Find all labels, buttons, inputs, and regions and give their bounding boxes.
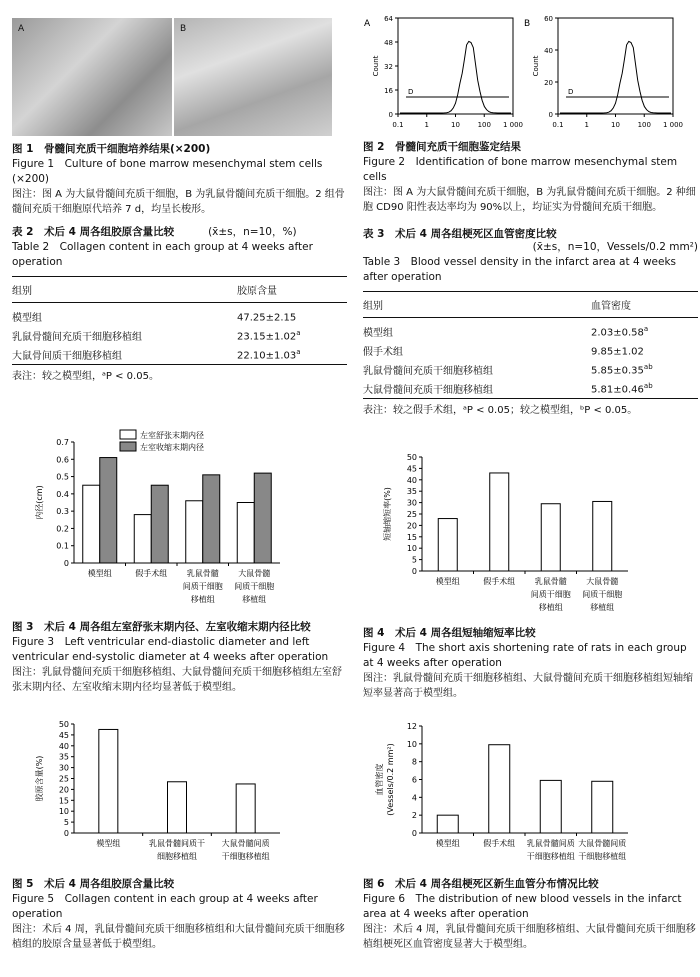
y-tick-label: 8	[411, 757, 417, 767]
gate-label: D	[568, 88, 574, 96]
figure-2-flow-histograms	[360, 10, 690, 138]
y-tick-label: 20	[58, 785, 69, 795]
x-tick-label: 大鼠骨髓	[586, 577, 619, 586]
table-header: 组别 血管密度	[363, 292, 698, 318]
legend-swatch	[120, 442, 136, 451]
x-tick-label: 1	[584, 121, 589, 129]
y-axis-label: 血管密度	[375, 763, 384, 796]
figure-6-title-cn: 图 6 术后 4 周各组梗死区新生血管分布情况比较	[363, 878, 599, 890]
y-tick-label: 0.5	[56, 472, 69, 482]
y-tick-label: 20	[544, 79, 553, 87]
y-tick-label: 0.4	[56, 489, 69, 499]
x-tick-label: 干细胞移植组	[221, 852, 270, 861]
figure-4-title-en: Figure 4 The short axis shortening rate of rats in each group at 4 weeks after operation	[363, 642, 687, 669]
figure-2-title-cn: 图 2 骨髓间充质干细胞鉴定结果	[363, 141, 521, 153]
table-2	[12, 225, 347, 384]
table-header: 组别 胶原含量	[12, 277, 347, 303]
x-tick-label: 干细胞移植组	[578, 852, 627, 861]
table-3-title-en: Table 3 Blood vessel density in the infarct area at 4 weeks after operation	[363, 256, 677, 283]
table-3-grid	[363, 291, 698, 399]
x-tick-label: 0.1	[392, 121, 404, 129]
x-tick-label: 大鼠骨髓间质	[221, 839, 270, 848]
table-3-stat: (x̄±s，n=10，Vessels/0.2 mm²)	[532, 241, 698, 253]
x-tick-label: 假手术组	[483, 839, 516, 848]
table-row: 模型组 47.25±2.15	[12, 312, 297, 324]
table-2-title-en: Table 2 Collagen content in each group at 4 weeks after operation	[12, 241, 313, 268]
y-tick-label: 2	[411, 811, 417, 821]
y-tick-label: 60	[544, 15, 553, 23]
bar	[592, 781, 613, 833]
bar	[254, 473, 271, 563]
x-tick-label: 移植组	[242, 595, 267, 604]
x-tick-label: 乳鼠骨髓间质干	[149, 839, 205, 848]
x-tick-label: 移植组	[190, 595, 215, 604]
y-tick-label: 0.6	[56, 455, 69, 465]
x-tick-label: 移植组	[590, 603, 615, 612]
figure-3-chart	[12, 428, 342, 618]
table-3	[363, 227, 698, 418]
y-tick-label: 40	[406, 475, 417, 485]
x-tick-label: 大鼠骨髓	[238, 569, 271, 578]
table-row: 乳鼠骨髓间充质干细胞移植组 5.85±0.35$^{ab}$	[363, 362, 653, 377]
x-tick-label: 间质干细胞	[182, 582, 223, 591]
x-tick-label: 100	[477, 121, 491, 129]
y-tick-label: 25	[58, 774, 69, 784]
figure-3-title-cn: 图 3 术后 4 周各组左室舒张末期内径、左室收缩末期内径比较	[12, 621, 311, 633]
x-tick-label: 模型组	[435, 577, 460, 586]
bar	[237, 503, 254, 564]
table-row: 乳鼠骨髓间充质干细胞移植组 23.15±1.02$^a$	[12, 328, 301, 343]
figure-5-title-cn: 图 5 术后 4 周各组胶原含量比较	[12, 878, 175, 890]
y-tick-label: 0.1	[56, 541, 69, 551]
x-tick-label: 100	[637, 121, 651, 129]
bar	[593, 501, 612, 571]
x-tick-label: 乳鼠骨髓	[534, 577, 567, 586]
bar	[168, 782, 187, 833]
y-tick-label: 64	[384, 15, 393, 23]
figure-1-title-en: Figure 1 Culture of bone marrow mesenchymal stem cells (×200)	[12, 158, 323, 185]
x-tick-label: 0.1	[552, 121, 564, 129]
panel-label: A	[364, 19, 371, 29]
figure-2-title-en: Figure 2 Identification of bone marrow mesenchymal stem cells	[363, 156, 678, 183]
y-axis-label: 胶原含量(%)	[35, 755, 44, 802]
y-tick-label: 0.7	[56, 438, 69, 447]
bar	[83, 485, 100, 563]
y-tick-label: 0	[411, 829, 417, 838]
y-tick-label: 32	[384, 63, 393, 71]
bar	[99, 729, 118, 833]
table-3-title-cn: 表 3 术后 4 周各组梗死区血管密度比较	[363, 228, 557, 240]
bar	[540, 780, 561, 833]
figure-4-chart	[360, 446, 690, 622]
x-tick-label: 10	[611, 121, 620, 129]
figure-6-title-en: Figure 6 The distribution of new blood vessels in the infarct area at 4 weeks after operation	[363, 893, 682, 920]
x-tick-label: 干细胞移植组	[526, 852, 575, 861]
y-tick-label: 0	[411, 567, 417, 576]
x-tick-label: 模型组	[96, 839, 121, 848]
y-tick-label: 0	[388, 111, 393, 119]
figure-6-note: 图注：术后 4 周，乳鼠骨髓间充质干细胞移植组、大鼠骨髓间充质干细胞移植组梗死区血管密度显著大于模型组。	[363, 924, 696, 950]
figure-6-chart	[360, 718, 690, 868]
y-tick-label: 20	[406, 521, 417, 531]
figure-2-note: 图注：图 A 为大鼠骨髓间充质干细胞，B 为乳鼠骨髓间充质干细胞。2 种细胞 CD90 阳性表达率均为 90%以上，均证实为骨髓间充质干细胞。	[363, 187, 696, 213]
table-row: 假手术组 9.85±1.02	[363, 346, 644, 358]
table-row: 模型组 2.03±0.58$^a$	[363, 324, 649, 339]
bar	[438, 519, 457, 571]
y-axis-label: 内径(cm)	[35, 485, 44, 520]
y-tick-label: 0.2	[56, 524, 69, 534]
y-tick-label: 35	[406, 487, 417, 497]
y-tick-label: 45	[406, 464, 417, 474]
figure-3-note: 图注：乳鼠骨髓间充质干细胞移植组、大鼠骨髓间充质干细胞移植组左室舒张末期内径、左室收缩末期内径均显著低于模型组。	[12, 667, 342, 693]
x-tick-label: 1	[424, 121, 429, 129]
plot-frame	[398, 18, 513, 114]
y-tick-label: 0	[63, 559, 69, 568]
table-2-note: 表注：较之模型组，ᵃP < 0.05。	[12, 371, 159, 382]
y-axis-label-unit: (Vessels/0.2 mm²)	[386, 743, 395, 816]
y-tick-label: 0	[63, 829, 69, 838]
table-row: 大鼠骨间质干细胞移植组 22.10±1.03$^a$	[12, 345, 347, 365]
table-row: 大鼠骨髓间充质干细胞移植组 5.81±0.46$^{ab}$	[363, 379, 698, 399]
y-tick-label: 4	[411, 793, 417, 803]
legend-label: 左室收缩末期内径	[140, 443, 204, 452]
y-tick-label: 30	[58, 763, 69, 773]
histogram-curve	[400, 41, 511, 113]
table-3-note: 表注：较之假手术组，ᵃP < 0.05；较之模型组，ᵇP < 0.05。	[363, 405, 638, 416]
bar	[186, 501, 203, 563]
y-tick-label: 40	[544, 47, 553, 55]
panel-label: A	[18, 24, 25, 34]
plot-frame	[558, 18, 673, 114]
x-tick-label: 间质干细胞	[234, 582, 275, 591]
histogram-curve	[560, 41, 671, 113]
y-axis-label: Count	[372, 55, 380, 77]
y-tick-label: 0.3	[56, 507, 69, 517]
y-tick-label: 10	[406, 739, 417, 749]
bar	[437, 815, 458, 833]
figure-3-title-en: Figure 3 Left ventricular end-diastolic diameter and left ventricular end-systolic diameter at 4 weeks after operation	[12, 636, 329, 663]
bar	[490, 473, 509, 571]
x-tick-label: 乳鼠骨髓间质	[526, 839, 575, 848]
x-tick-label: 间质干细胞	[582, 590, 623, 599]
legend-label: 左室舒张末期内径	[140, 431, 204, 440]
figure-4-title-cn: 图 4 术后 4 周各组短轴缩短率比较	[363, 627, 536, 639]
bar	[100, 458, 117, 563]
x-tick-label: 模型组	[87, 569, 112, 578]
figure-5-note: 图注：术后 4 周，乳鼠骨髓间充质干细胞移植组和大鼠骨髓间充质干细胞移植组的胶原含量显著低于模型组。	[12, 924, 345, 950]
y-tick-label: 0	[548, 111, 553, 119]
y-tick-label: 50	[58, 720, 69, 729]
y-tick-label: 5	[411, 555, 417, 565]
x-tick-label: 10	[451, 121, 460, 129]
bar	[151, 485, 168, 563]
x-tick-label: 细胞移植组	[157, 852, 197, 861]
bar	[541, 504, 560, 571]
y-tick-label: 15	[406, 532, 417, 542]
bar	[203, 475, 220, 563]
figure-1-note: 图注：图 A 为大鼠骨髓间充质干细胞，B 为乳鼠骨髓间充质干细胞。2 组骨髓间充质干细胞原代培养 7 d，均呈长梭形。	[12, 189, 345, 215]
y-tick-label: 25	[406, 510, 417, 519]
x-tick-label: 乳鼠骨髓	[186, 569, 219, 578]
micrograph-panel-b	[174, 18, 332, 136]
bar	[236, 784, 255, 833]
y-tick-label: 16	[384, 87, 393, 95]
panel-label: B	[524, 19, 531, 29]
y-tick-label: 40	[58, 741, 69, 751]
y-tick-label: 50	[406, 453, 417, 462]
legend-swatch	[120, 430, 136, 439]
y-tick-label: 12	[406, 722, 417, 731]
bar	[134, 515, 151, 563]
y-tick-label: 45	[58, 730, 69, 740]
y-axis-label: 短轴缩短率(%)	[383, 487, 392, 541]
figure-1	[12, 0, 347, 136]
x-tick-label: 1 000	[502, 121, 524, 129]
y-tick-label: 10	[58, 807, 69, 817]
figure-5-chart	[12, 716, 342, 866]
y-tick-label: 5	[63, 818, 69, 828]
y-tick-label: 30	[406, 498, 417, 508]
x-tick-label: 假手术组	[135, 569, 168, 578]
y-tick-label: 15	[58, 796, 69, 806]
y-tick-label: 10	[406, 544, 417, 554]
x-tick-label: 模型组	[435, 839, 460, 848]
y-axis-label: Count	[532, 55, 540, 77]
x-tick-label: 假手术组	[483, 577, 516, 586]
x-tick-label: 大鼠骨髓间质	[578, 839, 627, 848]
figure-4-note: 图注：乳鼠骨髓间充质干细胞移植组、大鼠骨髓间充质干细胞移植组短轴缩短率显著高于模型组。	[363, 673, 693, 699]
bar	[489, 745, 510, 833]
gate-label: D	[408, 88, 414, 96]
x-tick-label: 间质干细胞	[530, 590, 571, 599]
figure-5-title-en: Figure 5 Collagen content in each group at 4 weeks after operation	[12, 893, 318, 920]
table-2-title-cn: 表 2 术后 4 周各组胶原含量比较 (x̄±s，n=10，%)	[12, 226, 297, 238]
y-tick-label: 35	[58, 752, 69, 762]
table-2-grid	[12, 276, 347, 365]
x-tick-label: 1 000	[662, 121, 684, 129]
figure-1-title-cn: 图 1 骨髓间充质干细胞培养结果(×200)	[12, 143, 211, 155]
micrograph-panel-a	[12, 18, 172, 136]
y-tick-label: 48	[384, 39, 393, 47]
x-tick-label: 移植组	[538, 603, 563, 612]
y-tick-label: 6	[411, 775, 417, 785]
panel-label: B	[180, 24, 187, 34]
